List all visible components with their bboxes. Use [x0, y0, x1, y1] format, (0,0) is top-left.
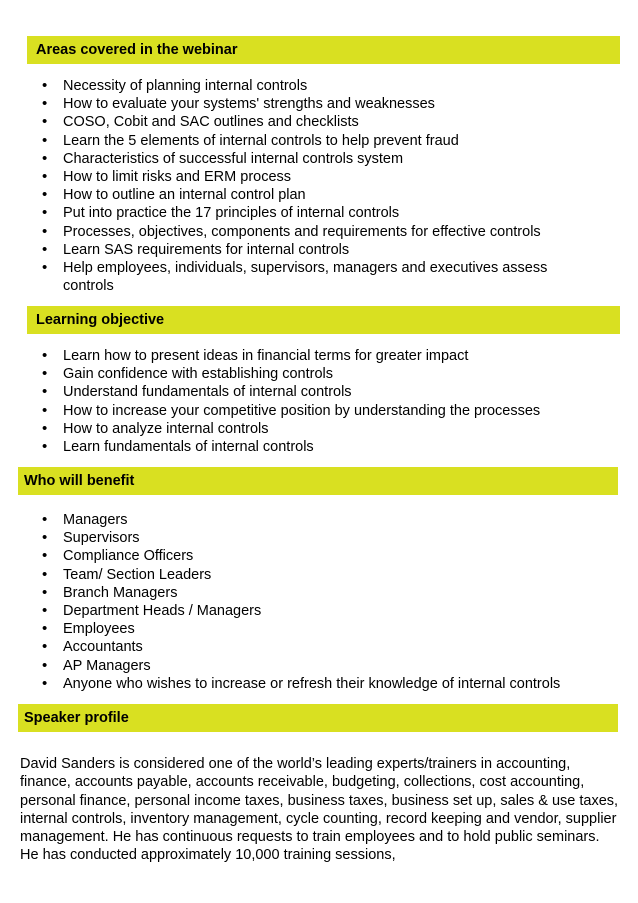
section-title: Speaker profile [24, 710, 129, 726]
list-item: • Learn SAS requirements for internal controls [23, 241, 593, 259]
section-title: Learning objective [36, 312, 165, 328]
benefit-list [23, 511, 608, 693]
speaker-bio: David Sanders is considered one of the world’s leading experts/trainers in accounting, finance, accounts payable, accounts receivable, budgeting, collections, cost accounting, personal finance, personal income taxes, business taxes, business set up, sales & use taxes, internal controls, inventory management, cycle counting, record keeping and vendor, supplier management. He has continuous requests to train employees and to hold public seminars. He has conducted approximately 10,000 training sessions, [20, 756, 619, 864]
section-header-areas [27, 36, 620, 64]
list-item: • Learn how to present ideas in financial terms for greater impact [23, 347, 603, 365]
list-item: • Learn fundamentals of internal controls [23, 438, 603, 456]
list-item: • Characteristics of successful internal controls system [23, 150, 593, 168]
list-item: • How to analyze internal controls [23, 420, 603, 438]
list-item: • Learn the 5 elements of internal controls to help prevent fraud [23, 132, 593, 150]
list-item: • Processes, objectives, components and requirements for effective controls [23, 223, 593, 241]
section-header-speaker [18, 704, 618, 732]
section-header-benefit [18, 467, 618, 495]
list-item: • COSO, Cobit and SAC outlines and checklists [23, 113, 593, 131]
list-item: • Team/ Section Leaders [23, 566, 608, 584]
learning-list [23, 347, 603, 456]
list-item: • Gain confidence with establishing controls [23, 365, 603, 383]
list-item: • Employees [23, 620, 608, 638]
list-item: • Branch Managers [23, 584, 608, 602]
list-item: • Department Heads / Managers [23, 602, 608, 620]
list-item: • Understand fundamentals of internal controls [23, 383, 603, 401]
list-item: • How to outline an internal control plan [23, 186, 593, 204]
list-item: • Supervisors [23, 529, 608, 547]
list-item: • Accountants [23, 638, 608, 656]
list-item: • AP Managers [23, 657, 608, 675]
list-item: • Necessity of planning internal controls [23, 77, 593, 95]
list-item: • Help employees, individuals, supervisors, managers and executives assess controls [23, 259, 593, 295]
list-item: • Managers [23, 511, 608, 529]
list-item: • Compliance Officers [23, 547, 608, 565]
areas-list [23, 77, 593, 295]
list-item: • How to limit risks and ERM process [23, 168, 593, 186]
section-title: Who will benefit [24, 473, 135, 489]
list-item: • Put into practice the 17 principles of internal controls [23, 204, 593, 222]
list-item: • How to increase your competitive position by understanding the processes [23, 402, 603, 420]
list-item: • Anyone who wishes to increase or refresh their knowledge of internal controls [23, 675, 608, 693]
section-title: Areas covered in the webinar [36, 42, 238, 58]
section-header-learning [27, 306, 620, 334]
list-item: • How to evaluate your systems' strengths and weaknesses [23, 95, 593, 113]
